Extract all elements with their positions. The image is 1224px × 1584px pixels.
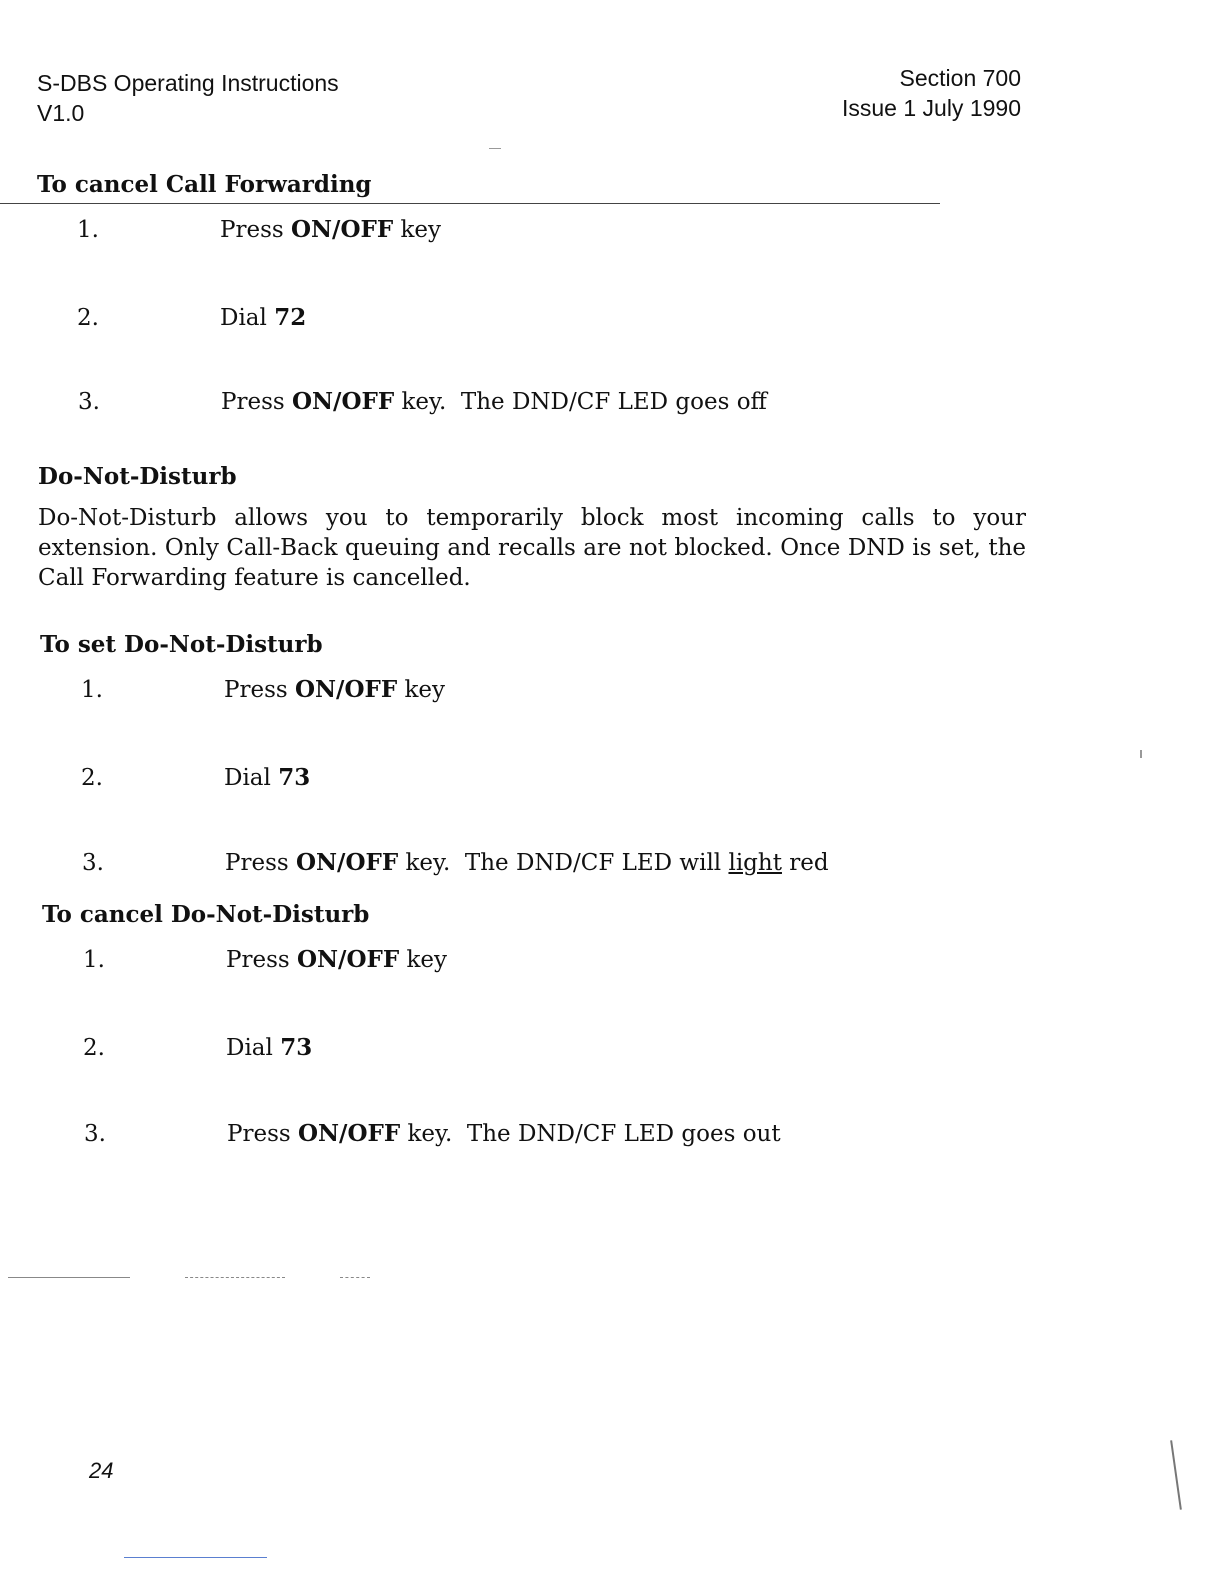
document-title: S-DBS Operating Instructions <box>37 70 339 96</box>
step-number: 1. <box>77 217 99 243</box>
scan-rule-fragment <box>8 1277 130 1278</box>
step-text <box>220 215 441 245</box>
step-key: ON/OFF <box>295 676 398 703</box>
step-text-pre: Dial <box>224 765 279 791</box>
step-key: ON/OFF <box>296 849 399 876</box>
step-key: ON/OFF <box>298 1120 401 1147</box>
step-text-post: key <box>399 947 448 973</box>
step-number: 2. <box>83 1035 105 1061</box>
document-header-right <box>842 63 1021 123</box>
step-number: 3. <box>82 850 104 876</box>
step-text <box>221 387 767 417</box>
step-text-post: key <box>397 677 446 703</box>
page-number: 24 <box>89 1458 114 1483</box>
step-text-pre: Press <box>220 217 291 243</box>
step-text-pre: Press <box>221 389 292 415</box>
step-text <box>227 1119 781 1149</box>
step-text <box>226 945 447 975</box>
section-number: Section 700 <box>899 65 1021 91</box>
step-text-pre: Dial <box>226 1035 281 1061</box>
step-text-post: key <box>393 217 442 243</box>
step-text-post: key. The DND/CF LED goes out <box>400 1121 781 1147</box>
step-text-post: key. The DND/CF LED goes off <box>394 389 767 415</box>
section-divider <box>0 203 940 204</box>
document-header-left <box>37 68 339 128</box>
cancel-call-forwarding-heading: To cancel Call Forwarding <box>37 171 372 198</box>
do-not-disturb-description: Do-Not-Disturb allows you to temporarily block most incoming calls to your extension. Only Call-Back queuing and recalls are not blocked. Once DND is set, the Call Forwarding feature is cancelled. <box>38 505 1026 591</box>
step-key: ON/OFF <box>291 216 394 243</box>
step-code: 73 <box>280 1034 313 1061</box>
step-text-end: red <box>781 850 829 876</box>
step-text <box>225 848 829 878</box>
step-text-pre: Dial <box>220 305 275 331</box>
step-code: 73 <box>278 764 311 791</box>
step-number: 2. <box>77 305 99 331</box>
bottom-edge-line <box>124 1557 267 1558</box>
scan-speck <box>489 148 501 149</box>
do-not-disturb-heading: Do-Not-Disturb <box>38 463 237 490</box>
step-number: 3. <box>84 1121 106 1147</box>
step-number: 1. <box>81 677 103 703</box>
step-key: ON/OFF <box>297 946 400 973</box>
step-text <box>224 675 445 705</box>
step-text <box>226 1033 312 1063</box>
step-text <box>224 763 310 793</box>
step-text <box>220 303 306 333</box>
issue-date: Issue 1 July 1990 <box>841 95 1021 121</box>
step-number: 3. <box>78 389 100 415</box>
step-text-post: key. The DND/CF LED will <box>398 850 729 876</box>
scan-rule-fragment <box>185 1277 285 1278</box>
step-text-pre: Press <box>227 1121 298 1147</box>
step-code: 72 <box>274 304 307 331</box>
scan-rule-fragment <box>340 1277 370 1278</box>
document-version: V1.0 <box>37 100 85 126</box>
set-dnd-heading: To set Do-Not-Disturb <box>40 631 323 658</box>
scan-speck <box>1140 750 1142 758</box>
step-number: 1. <box>83 947 105 973</box>
scan-speck <box>1170 1440 1182 1510</box>
step-text-pre: Press <box>226 947 297 973</box>
underlined-word: light <box>728 850 782 876</box>
step-number: 2. <box>81 765 103 791</box>
step-text-pre: Press <box>224 677 295 703</box>
step-text-pre: Press <box>225 850 296 876</box>
cancel-dnd-heading: To cancel Do-Not-Disturb <box>42 901 370 928</box>
step-key: ON/OFF <box>292 388 395 415</box>
